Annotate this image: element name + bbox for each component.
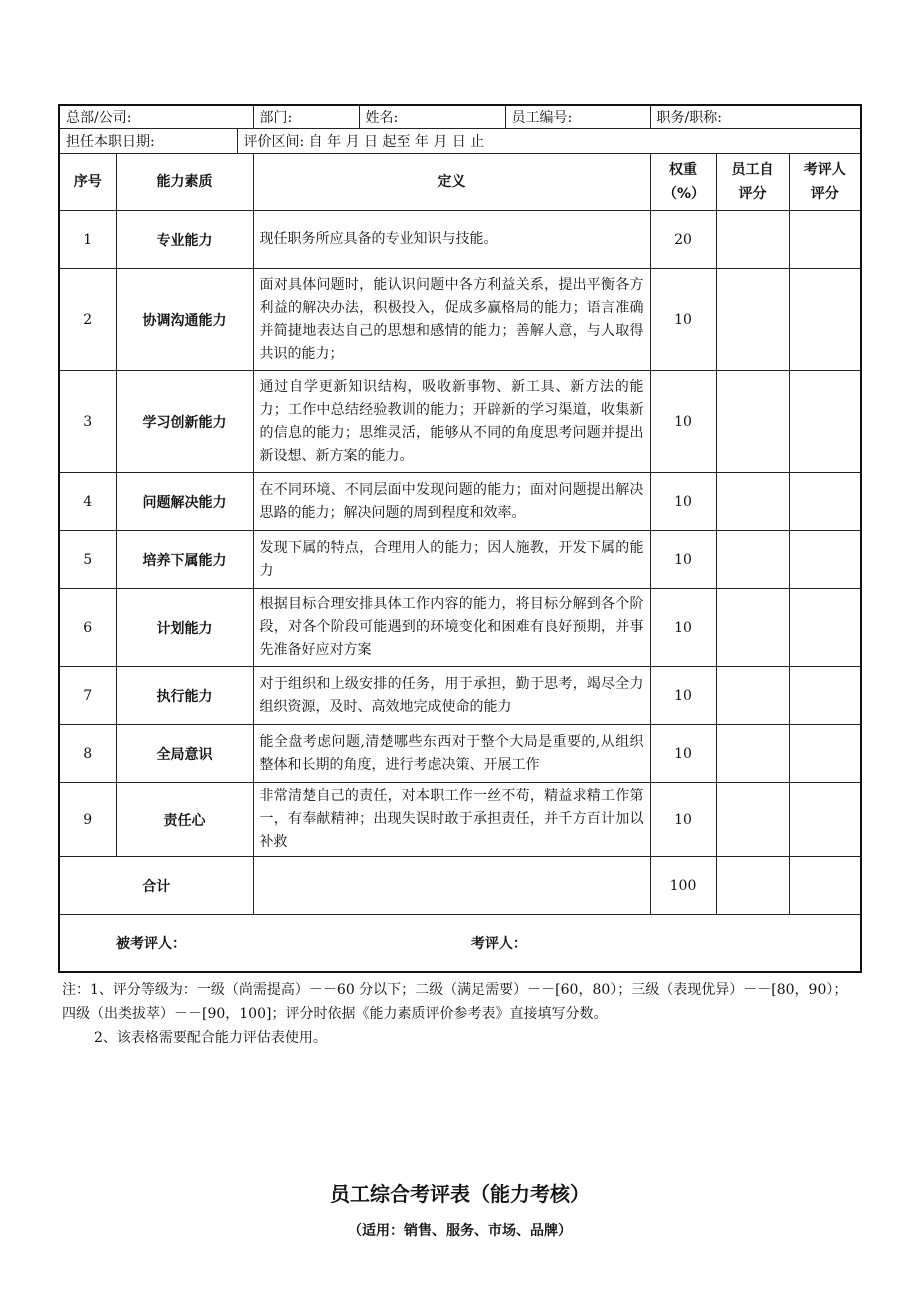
weight-cell: 10 [650,473,716,531]
weight-cell: 10 [650,589,716,667]
table-row [59,211,861,269]
weight-cell: 10 [650,783,716,857]
table-row [59,269,861,371]
competency-definition: 在不同环境、不同层面中发现问题的能力；面对问题提出解决思路的能力；解决问题的周到程度和效率。 [253,473,650,531]
total-definition-cell [253,857,650,915]
competency-name: 责任心 [116,783,253,857]
self-score-cell[interactable] [716,269,789,371]
weight-cell: 10 [650,667,716,725]
competency-name: 学习创新能力 [116,371,253,473]
col-header-self-score: 员工自评分 [716,154,789,211]
table-row [59,531,861,589]
weight-cell: 10 [650,531,716,589]
competency-definition: 能全盘考虑问题,清楚哪些东西对于整个大局是重要的,从组织整体和长期的角度，进行考虑决策、开展工作 [253,725,650,783]
self-score-cell[interactable] [716,531,789,589]
competency-definition: 根据目标合理安排具体工作内容的能力，将目标分解到各个阶段，对各个阶段可能遇到的环境变化和困难有良好预期，并事先准备好应对方案 [253,589,650,667]
total-row [59,857,861,915]
reviewer-score-cell[interactable] [789,725,861,783]
next-form-title: 员工综合考评表（能力考核） [330,1182,590,1206]
next-form-subtitle: （适用：销售、服务、市场、品牌） [348,1223,572,1239]
reviewer-score-cell[interactable] [789,269,861,371]
row-no: 9 [59,783,116,857]
row-no: 4 [59,473,116,531]
competency-definition: 现任职务所应具备的专业知识与技能。 [253,211,650,269]
signature-row [59,915,861,973]
competency-name: 执行能力 [116,667,253,725]
header-row-2 [59,129,861,154]
reviewer-score-cell[interactable] [789,783,861,857]
row-no: 5 [59,531,116,589]
competency-name: 全局意识 [116,725,253,783]
evaluatee-label[interactable]: 被考评人： [116,936,186,952]
reviewer-score-cell[interactable] [789,589,861,667]
column-header-row [59,154,861,211]
name-field[interactable]: 姓名: [359,105,505,129]
total-weight: 100 [650,857,716,915]
reviewer-score-cell[interactable] [789,473,861,531]
weight-cell: 10 [650,725,716,783]
reviewer-score-cell[interactable] [789,531,861,589]
row-no: 3 [59,371,116,473]
self-score-cell[interactable] [716,725,789,783]
notes-section [62,978,858,1050]
reviewer-score-cell[interactable] [789,211,861,269]
competency-definition: 非常清楚自己的责任，对本职工作一丝不苟，精益求精工作第一，有奉献精神；出现失误时敢于承担责任，并千方百计加以补救 [253,783,650,857]
competency-name: 问题解决能力 [116,473,253,531]
col-header-weight: 权重（%） [650,154,716,211]
table-row [59,667,861,725]
competency-definition: 通过自学更新知识结构，吸收新事物、新工具、新方法的能力；工作中总结经验教训的能力；开辟新的学习渠道，收集新的信息的能力；思维灵活，能够从不同的角度思考问题并提出新设想、新方案的能力。 [253,371,650,473]
evaluation-period-field[interactable]: 评价区间: 自 年 月 日 起至 年 月 日 止 [237,129,861,154]
self-score-cell[interactable] [716,589,789,667]
employee-id-field[interactable]: 员工编号: [505,105,650,129]
self-score-cell[interactable] [716,473,789,531]
competency-name: 计划能力 [116,589,253,667]
header-row-1 [59,105,861,129]
total-self-score-cell[interactable] [716,857,789,915]
competency-name: 协调沟通能力 [116,269,253,371]
competency-evaluation-table [58,104,862,973]
table-row [59,725,861,783]
competency-definition: 对于组织和上级安排的任务，用于承担，勤于思考，竭尽全力组织资源，及时、高效地完成使命的能力 [253,667,650,725]
weight-cell: 10 [650,269,716,371]
competency-name: 培养下属能力 [116,531,253,589]
reviewer-score-cell[interactable] [789,667,861,725]
self-score-cell[interactable] [716,783,789,857]
signature-cell [59,915,861,973]
col-header-competency: 能力素质 [116,154,253,211]
total-reviewer-score-cell[interactable] [789,857,861,915]
position-field[interactable]: 职务/职称: [650,105,861,129]
table-row [59,589,861,667]
weight-cell: 10 [650,371,716,473]
total-label: 合计 [59,857,253,915]
competency-name: 专业能力 [116,211,253,269]
competency-definition: 发现下属的特点，合理用人的能力；因人施教，开发下属的能力 [253,531,650,589]
self-score-cell[interactable] [716,211,789,269]
row-no: 8 [59,725,116,783]
department-field[interactable]: 部门: [253,105,359,129]
reviewer-score-cell[interactable] [789,371,861,473]
company-field[interactable]: 总部/公司: [59,105,253,129]
row-no: 1 [59,211,116,269]
col-header-definition: 定义 [253,154,650,211]
row-no: 7 [59,667,116,725]
competency-definition: 面对具体问题时，能认识问题中各方利益关系，提出平衡各方利益的解决办法，积极投入，促成多赢格局的能力；语言准确并简捷地表达自己的思想和感情的能力；善解人意，与人取得共识的能力； [253,269,650,371]
start-date-field[interactable]: 担任本职日期: [59,129,237,154]
table-row [59,473,861,531]
note-line-1: 注：1、评分等级为：一级（尚需提高）－－60 分以下；二级（满足需要）－－[60，80）；三级（表现优异）－－[80，90）；四级（出类拔萃）－－[90，100]；评分时依据《能力素质评价参考表》直接填写分数。 [62,982,848,1022]
table-row [59,783,861,857]
note-line-2: 2、该表格需要配合能力评估表使用。 [94,1030,327,1046]
row-no: 2 [59,269,116,371]
col-header-no: 序号 [59,154,116,211]
evaluator-label[interactable]: 考评人： [470,936,527,952]
col-header-reviewer-score: 考评人评分 [789,154,861,211]
table-row [59,371,861,473]
self-score-cell[interactable] [716,667,789,725]
self-score-cell[interactable] [716,371,789,473]
weight-cell: 20 [650,211,716,269]
row-no: 6 [59,589,116,667]
